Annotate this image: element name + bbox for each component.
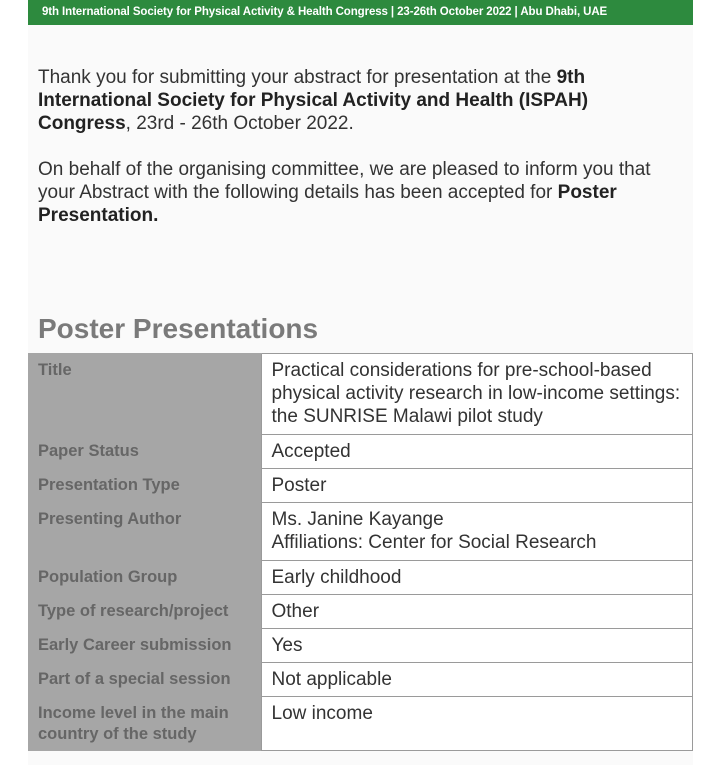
row-value-early-career: Yes <box>261 629 693 663</box>
row-label-population-group: Population Group <box>28 561 261 595</box>
row-value-income-level: Low income <box>261 697 693 751</box>
congress-name: 9th International Society for Physical Activity and Health (ISPAH) Congress <box>38 67 589 134</box>
author-name: Ms. Janine Kayange <box>271 509 444 530</box>
row-value-population-group: Early childhood <box>261 561 693 595</box>
row-value-paper-status: Accepted <box>261 435 693 469</box>
intro-paragraph-1 <box>38 66 678 135</box>
row-value-presentation-type: Poster <box>261 469 693 503</box>
congress-dates: , 23rd - 26th October 2022. <box>125 113 354 134</box>
row-label-paper-status: Paper Status <box>28 435 261 469</box>
intro-paragraph-2 <box>38 158 678 227</box>
row-label-early-career: Early Career submission <box>28 629 261 663</box>
congress-banner: 9th International Society for Physical Activity & Health Congress | 23-26th October 2022 | Abu Dhabi, UAE <box>28 0 693 25</box>
row-label-presenting-author: Presenting Author <box>28 503 261 561</box>
table-row <box>28 663 693 697</box>
row-label-title: Title <box>28 354 261 435</box>
intro-p1-prefix: Thank you for submitting your abstract for presentation at the <box>38 67 557 88</box>
row-value-title: Practical considerations for pre-school-based physical activity research in low-income settings: the SUNRISE Malawi pilot study <box>261 354 693 435</box>
row-value-special-session: Not applicable <box>261 663 693 697</box>
table-row <box>28 354 693 435</box>
table-row <box>28 561 693 595</box>
table-row <box>28 629 693 663</box>
intro-p2-prefix: On behalf of the organising committee, we are pleased to inform you that your Abstract with the following details has been accepted for <box>38 159 651 203</box>
intro-text <box>38 66 678 250</box>
acceptance-letter <box>28 25 693 765</box>
row-label-presentation-type: Presentation Type <box>28 469 261 503</box>
table-row <box>28 697 693 751</box>
abstract-details-table <box>28 353 693 751</box>
table-row <box>28 503 693 561</box>
presentation-format: Poster Presentation. <box>38 182 617 226</box>
table-row <box>28 595 693 629</box>
row-label-special-session: Part of a special session <box>28 663 261 697</box>
row-value-research-type: Other <box>261 595 693 629</box>
author-affiliation: Affiliations: Center for Social Research <box>271 532 597 553</box>
row-value-presenting-author <box>261 503 693 561</box>
row-label-income-level: Income level in the main country of the study <box>28 697 261 751</box>
table-row <box>28 469 693 503</box>
section-title: Poster Presentations <box>38 313 319 344</box>
row-label-research-type: Type of research/project <box>28 595 261 629</box>
table-row <box>28 435 693 469</box>
